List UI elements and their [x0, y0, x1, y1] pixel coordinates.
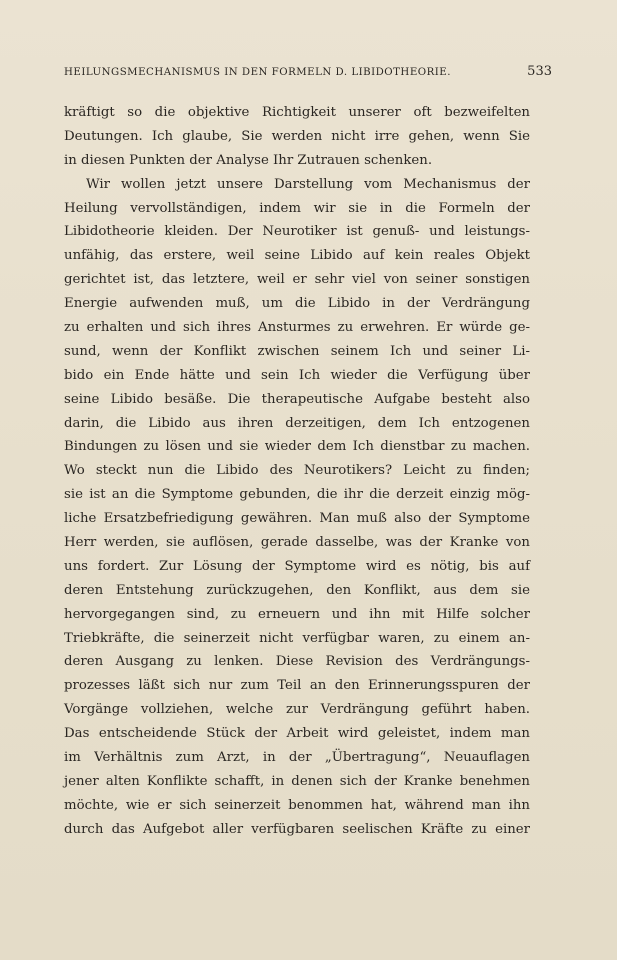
running-head: HEILUNGSMECHANISMUS IN DEN FORMELN D. LIBIDOTHEORIE. [64, 67, 451, 78]
text-line: deren Entstehung zurückzugehen, den Konflikt, aus dem sie [64, 582, 530, 598]
text-line: Deutungen. Ich glaube, Sie werden nicht irre gehen, wenn Sie [64, 128, 530, 144]
text-line: bido ein Ende hätte und sein Ich wieder die Verfügung über [64, 367, 530, 383]
body-text [64, 101, 530, 842]
paragraph-start-line: Wir wollen jetzt unsere Darstellung vom Mechanismus der [86, 176, 530, 192]
text-line: Heilung vervollständigen, indem wir sie in die Formeln der [64, 200, 530, 216]
text-line: Das entscheidende Stück der Arbeit wird geleistet, indem man [64, 726, 530, 742]
text-line: hervorgegangen sind, zu erneuern und ihn mit Hilfe solcher [64, 606, 530, 622]
text-line: Bindungen zu lösen und sie wieder dem Ich dienstbar zu machen. [64, 439, 530, 455]
text-line: liche Ersatzbefriedigung gewähren. Man muß also der Symptome [64, 511, 530, 527]
text-line: unfähig, das erstere, weil seine Libido auf kein reales Objekt [64, 248, 530, 264]
text-line: uns fordert. Zur Lösung der Symptome wird es nötig, bis auf [64, 558, 530, 574]
text-line: sund, wenn der Konflikt zwischen seinem Ich und seiner Li- [64, 343, 530, 359]
text-line: deren Ausgang zu lenken. Diese Revision des Verdrängungs- [64, 654, 530, 670]
text-line: durch das Aufgebot aller verfügbaren seelischen Kräfte zu einer [64, 821, 530, 837]
text-line: kräftigt so die objektive Richtigkeit unserer oft bezweifelten [64, 105, 530, 120]
text-line: Herr werden, sie auflösen, gerade dasselbe, was der Kranke von [64, 535, 530, 551]
text-line: sie ist an die Symptome gebunden, die ihr die derzeit einzig mög- [64, 487, 530, 503]
text-line: zu erhalten und sich ihres Ansturmes zu erwehren. Er würde ge- [64, 320, 530, 336]
text-line: darin, die Libido aus ihren derzeitigen, dem Ich entzogenen [64, 415, 530, 431]
text-line: jener alten Konflikte schafft, in denen sich der Kranke benehmen [64, 773, 530, 789]
text-line: in diesen Punkten der Analyse Ihr Zutrauen schenken. [64, 152, 433, 168]
text-line: Energie aufwenden muß, um die Libido in der Verdrängung [64, 296, 530, 312]
page-number: 533 [527, 64, 552, 79]
text-line: im Verhältnis zum Arzt, in der „Übertragung“, Neuauflagen [64, 750, 530, 766]
text-line: Vorgänge vollziehen, welche zur Verdrängung geführt haben. [64, 702, 530, 718]
text-line: seine Libido besäße. Die therapeutische Aufgabe besteht also [64, 391, 530, 407]
text-line: Triebkräfte, die seinerzeit nicht verfügbar waren, zu einem an- [64, 630, 530, 646]
text-line: Wo steckt nun die Libido des Neurotikers? Leicht zu finden; [64, 463, 530, 479]
text-line: möchte, wie er sich seinerzeit benommen hat, während man ihn [64, 797, 530, 813]
page-header [64, 64, 552, 84]
text-line: gerichtet ist, das letztere, weil er sehr viel von seiner sonstigen [64, 272, 530, 288]
text-line: prozesses läßt sich nur zum Teil an den Erinnerungsspuren der [64, 678, 530, 694]
text-line: Libidotheorie kleiden. Der Neurotiker ist genuß- und leistungs- [64, 224, 530, 240]
